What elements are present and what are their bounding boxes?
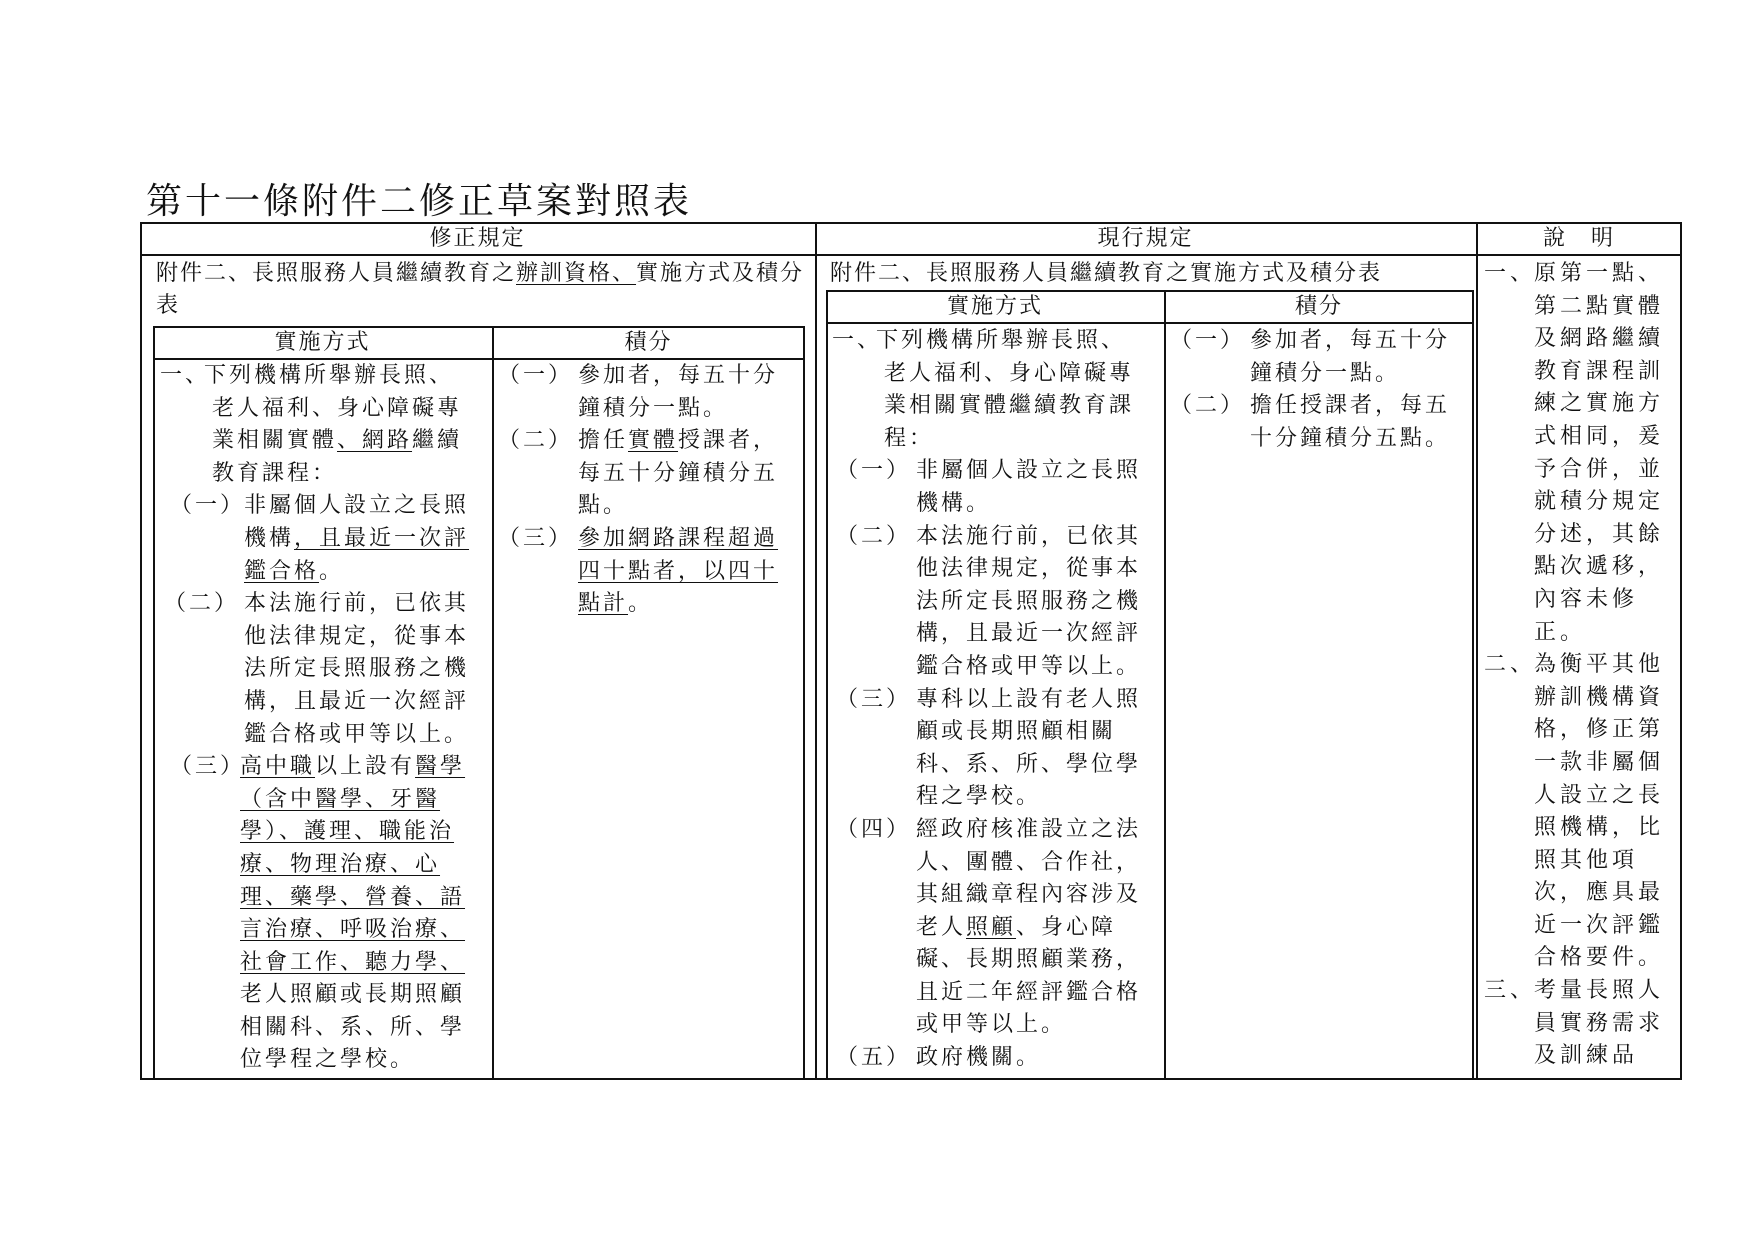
divider [1164,290,1166,1080]
header-explanation: 說 明 [1542,226,1615,251]
proposed-method-text: 一、 下列機構所舉辦長照、 老人福利、身心障礙專 業相關實體、網路繼續 教育課程： （一） 非屬個人設立之長照 機構，且最近一次評 鑑合格。 （二） 本法施行前，已依其 他法律規定，從事本 法所定長照服務之機 構，且最近一次經評 鑑合格或甲等以上。 （三） 高中職以上設有醫學 （含中醫學、牙醫 學）、護理、職能治 療、物理治療、心 理、藥學、營養、語 言治療、呼吸治療、 社會工作、聽力學、 老人照顧或長期照顧 相關科、系、所、學 位學程之學校。 [160,363,470,1073]
divider [815,222,817,1080]
header-proposed: 修正規定 [429,226,526,251]
divider [1476,222,1478,1080]
page-title: 第十一條附件二修正草案對照表 [146,181,693,222]
current-section-title: 附件二、長照服務人員繼續教育之實施方式及積分表 [830,261,1383,286]
current-col-credit: 積分 [1294,294,1343,319]
divider [140,254,1682,256]
proposed-col-method: 實施方式 [274,330,371,355]
proposed-col-credit: 積分 [624,330,673,355]
proposed-section-title: 附件二、長照服務人員繼續教育之辦訓資格、實施方式及積分表 [156,261,805,318]
divider [492,326,494,1080]
divider [826,322,1474,324]
proposed-credit-text: （一） 參加者，每五十分 鐘積分一點。 （二） 擔任實體授課者， 每五十分鐘積分五 點。 （三） 參加網路課程超過 四十點者，以四十 點計。 [498,363,779,617]
current-col-method: 實施方式 [946,294,1043,319]
explanation-text: 一、 原第一點、 第二點實體 及網路繼續 教育課程訓 練之實施方 式相同，爰 予合併，並 就積分規定 分述，其餘 點次遞移， 內容未修 正。 二、 為衡平其他 辦訓機構資 格，修正第 一款非屬個 人設立之長 照機構，比 照其他項 次，應具最 近一次評鑑 合格要件。 三、 考量長照人 員實務需求 及訓練品 [1484,261,1665,1069]
current-credit-text: （一） 參加者，每五十分 鐘積分一點。 （二） 擔任授課者，每五 十分鐘積分五點。 [1170,328,1451,451]
header-current: 現行規定 [1097,226,1194,251]
current-method-text: 一、 下列機構所舉辦長照、 老人福利、身心障礙專 業相關實體繼續教育課 程： （一） 非屬個人設立之長照 機構。 （二） 本法施行前，已依其 他法律規定，從事本 法所定長照服務之機 構，且最近一次經評 鑑合格或甲等以上。 （三） 專科以上設有老人照 顧或長期照顧相關 科、系、所、學位學 程之學校。 （四） 經政府核准設立之法 人、團體、合作社， 其組織章程內容涉及 老人照顧、身心障 礙、長期照顧業務， 且近二年經評鑑合格 或甲等以上。 （五） 政府機關。 [832,328,1142,1071]
